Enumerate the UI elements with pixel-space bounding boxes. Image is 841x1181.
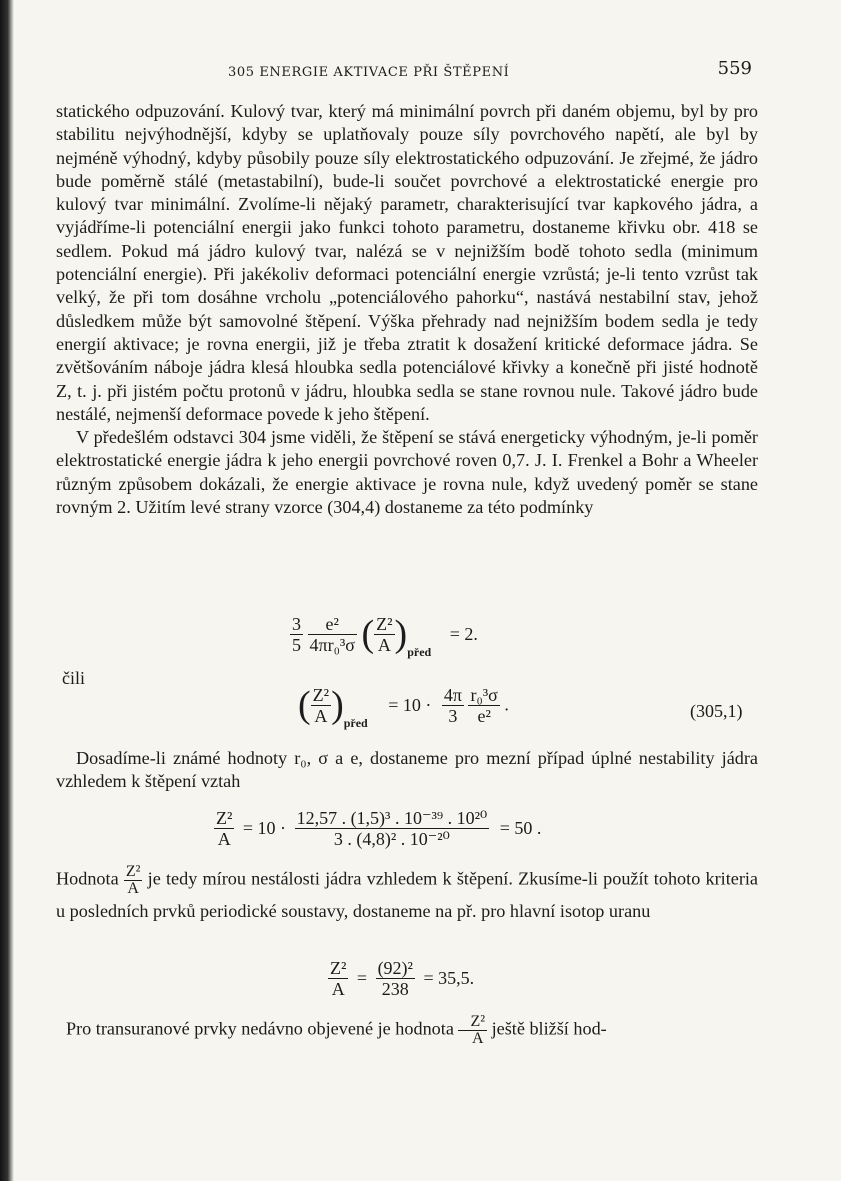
eq1-charge-fraction: $\frac{\text{e²}}{\text{4πr₀³σ}}$ [309,613,355,655]
eq1-z2-over-a: $\frac{\text{Z²}}{A}$ [376,613,393,655]
text-body [56,100,758,519]
equation-1: $\frac{3}{5}$ $\frac{\text{e²}}{\text{4πr₀³σ}}$ ( $\frac{\text{Z²}}{A}$ )$_{před} = 2$. [292,613,478,660]
paragraph-1: statického odpuzování. Kulový tvar, který má minimální povrch při daném objemu, byl by pro stabilitu nejvýhodnější, kdyby se uplatňovaly pouze síly povrchového napětí, ale byl by nejméně výhodný, kdyby působily pouze síly elektrostatického odpuzování. Je zřejmé, že jádro bude poměrně stálé (metastabilní), bude-li součet povrchové a elektrostatické energie pro kulový tvar minimální. Zvolíme-li nějaký parametr, charakterisující tvar kapkového jádra, a vyjádříme-li potenciální energii jako funkci tohoto parametru, dostaneme křivku obr. 418 se sedlem. Pokud má jádro kulový tvar, nalézá se v nejnižším bodě tohoto sedla (minimum potenciální energie). Při jakékoliv deformaci potenciální energie vzrůstá; je-li tento vzrůst tak velký, že při tom dosáhne vrcholu „potenciálového pahorku“, nastává nestabilní stav, jehož důsledkem může být samovolné štěpení. Výška přehrady nad nejnižším bodem sedla je tedy energií aktivace; je rovna energii, již je třeba ztratit k dosažení kritické deformace jádra. Se zvětšováním náboje jádra klesá hloubka sedla potenciálové křivky a konečně při jisté hodnotě Z, t. j. při jistém počtu protonů v jádru, hloubka sedla se stane rovnou nule. Takové jádro bude nestálé, nejmenší deformace povede k jeho štěpení. [56,101,758,424]
section-title: 305 ENERGIE AKTIVACE PŘI ŠTĚPENÍ [228,65,510,80]
page-binding-shadow [0,0,14,1181]
paragraph-2: V předešlém odstavci 304 jsme viděli, že štěpení se stává energeticky výhodným, je-li poměr elektrostatické energie jádra k jeho energii povrchové roven 0,7. J. I. Frenkel a Bohr a Wheeler různým způsobem dokázali, že energie aktivace je rovna nule, když uvedený poměr se stane rovným 2. Užitím levé strany vzorce (304,4) dostaneme za této podmínky [56,427,758,518]
equation-4: $\frac{\text{Z²}}{A}$ = $\frac{\text{(92)²}}{238}$ = 35,5. [330,958,475,999]
paragraph-4: Hodnota $\frac{\text{Z²}}{A}$ je tedy mírou nestálosti jádra vzhledem k štěpení. Zkusíme-li použít tohoto kriteria u posledních prvků periodické soustavy, dostaneme na př. pro hlavní isotop uranu [56,863,759,921]
inline-z2-over-a-1: $\frac{\text{Z²}}{A}$ [125,863,141,897]
text-body-2 [56,747,758,794]
eq1-coef: $\frac{3}{5}$ [292,613,301,655]
running-header [228,58,758,88]
cili-label: čili [62,668,85,688]
equation-number: (305,1) [690,701,743,721]
text-body-3 [56,864,758,926]
equation-2: ( $\frac{\text{Z²}}{A}$ )$_{před} = 10$ · $\frac{4\pi}{3}$ $\frac{\text{r₀³σ}}{\text{e²}}$ . [298,684,509,731]
equation-3: $\frac{\text{Z²}}{A}$ = 10 · $\frac{\text{12,57 . (1,5)³ . 10⁻³⁹ . 10²⁰}}{\text{3 . (4,8)² . 10⁻²⁰}}$ = 50 . [216,808,542,849]
inline-z2-over-a-2: $\frac{\text{Z²}}{A}$ [458,1014,487,1047]
paragraph-3: Dosadíme-li známé hodnoty r₀, σ a e, dostaneme pro mezní případ úplné nestability jádra vzhledem k štěpení vztah [56,748,758,792]
paragraph-5: Pro transuranové prvky nedávno objevené je hodnota $\frac{\text{Z²}}{A}$ ještě bližší hod- [66,1013,607,1047]
text-body-4 [56,1014,758,1047]
page-number: 559 [717,58,752,79]
